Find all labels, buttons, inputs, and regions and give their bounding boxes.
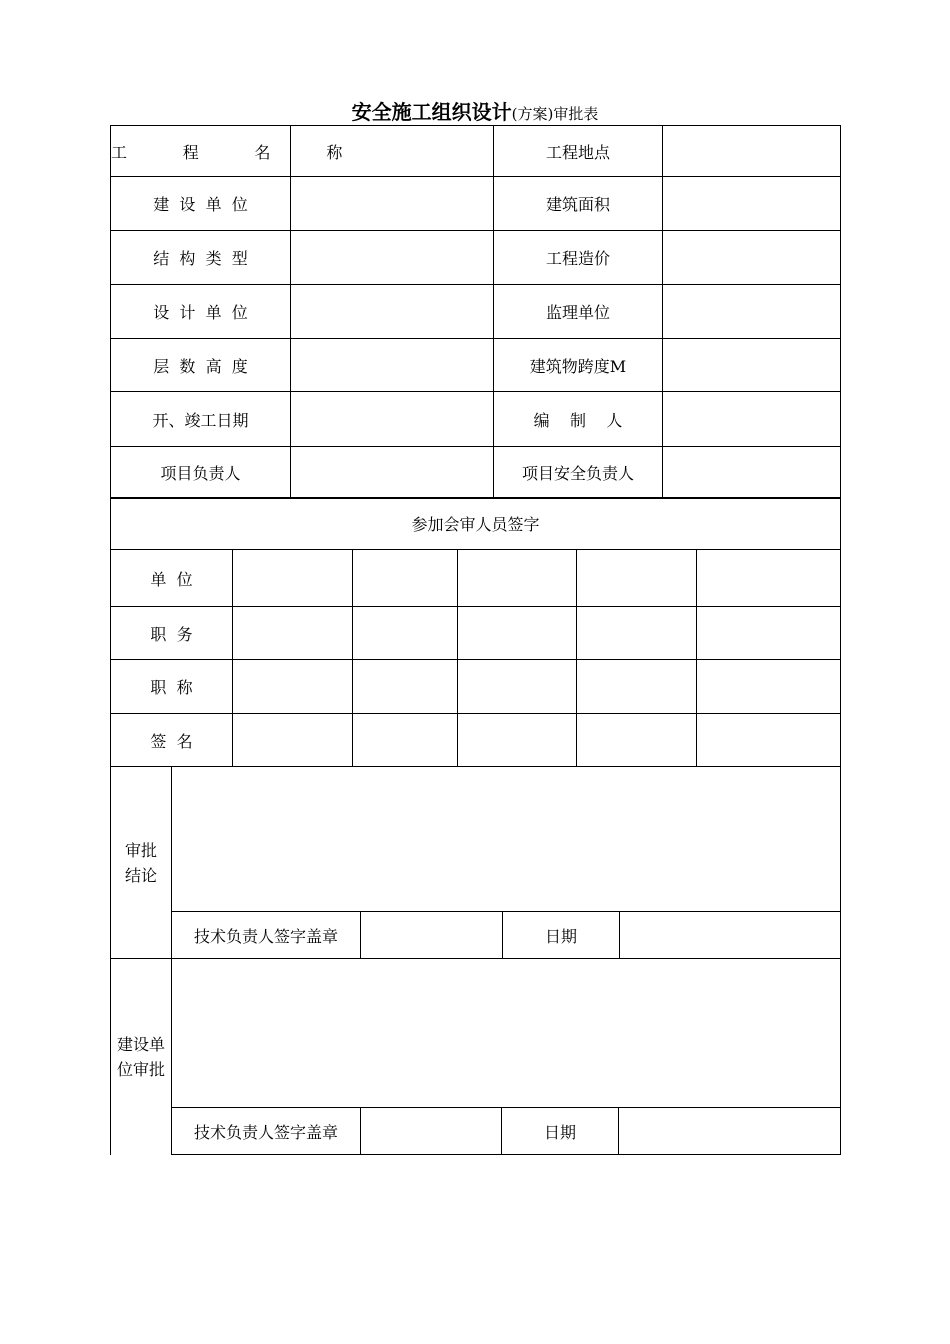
review-label: 职 务 <box>111 607 233 660</box>
review-cell[interactable] <box>458 660 577 714</box>
review-cell[interactable] <box>697 607 841 660</box>
approval-conclusion-area[interactable] <box>172 767 841 912</box>
design-unit-field[interactable] <box>291 285 494 339</box>
review-cell[interactable] <box>353 550 458 607</box>
info-label: 开、竣工日期 <box>111 392 291 447</box>
owner-approval-area[interactable] <box>172 959 841 1108</box>
info-label: 建 设 单 位 <box>111 177 291 231</box>
info-label: 建筑物跨度M <box>494 339 663 392</box>
safety-manager-field[interactable] <box>663 447 841 499</box>
owner-unit-field[interactable] <box>291 177 494 231</box>
review-cell[interactable] <box>353 714 458 767</box>
info-label: 工程造价 <box>494 231 663 285</box>
form-title-sub: (方案)审批表 <box>511 105 599 123</box>
info-row <box>111 177 841 231</box>
info-row <box>111 339 841 392</box>
compiler-field[interactable] <box>663 392 841 447</box>
approval-conclusion-label <box>111 767 172 959</box>
supervision-unit-field[interactable] <box>663 285 841 339</box>
review-row <box>111 607 841 660</box>
review-cell[interactable] <box>577 607 697 660</box>
review-cell[interactable] <box>458 714 577 767</box>
form-title-main: 安全施工组织设计 <box>351 100 512 124</box>
review-row <box>111 660 841 714</box>
review-header: 参加会审人员签字 <box>111 498 841 550</box>
date-label: 日期 <box>502 1108 619 1155</box>
start-end-date-field[interactable] <box>291 392 494 447</box>
project-location-field[interactable] <box>663 126 841 177</box>
date-field[interactable] <box>619 1108 841 1155</box>
tech-lead-sign-label: 技术负责人签字盖章 <box>172 1108 361 1155</box>
tech-lead-sign-field[interactable] <box>361 912 503 959</box>
info-label: 工 程 名 称 <box>111 126 291 177</box>
approval-label-line2: 结论 <box>124 865 157 885</box>
review-cell[interactable] <box>233 550 353 607</box>
date-field[interactable] <box>620 912 841 959</box>
project-cost-field[interactable] <box>663 231 841 285</box>
review-cell[interactable] <box>353 660 458 714</box>
building-area-field[interactable] <box>663 177 841 231</box>
info-label: 结 构 类 型 <box>111 231 291 285</box>
info-label: 项目负责人 <box>111 447 291 499</box>
info-label: 设 计 单 位 <box>111 285 291 339</box>
owner-label-line1: 建设单 <box>116 1034 165 1054</box>
review-label: 职 称 <box>111 660 233 714</box>
owner-label-line2: 位审批 <box>116 1059 165 1079</box>
tech-lead-sign-label: 技术负责人签字盖章 <box>172 912 361 959</box>
approval-conclusion-table <box>110 766 841 959</box>
info-label: 层 数 高 度 <box>111 339 291 392</box>
review-cell[interactable] <box>577 714 697 767</box>
info-label: 建筑面积 <box>494 177 663 231</box>
review-cell[interactable] <box>233 660 353 714</box>
info-label: 监理单位 <box>494 285 663 339</box>
review-cell[interactable] <box>697 714 841 767</box>
review-cell[interactable] <box>697 660 841 714</box>
review-cell[interactable] <box>458 607 577 660</box>
review-cell[interactable] <box>458 550 577 607</box>
info-row <box>111 392 841 447</box>
tech-lead-sign-field[interactable] <box>361 1108 502 1155</box>
structure-type-field[interactable] <box>291 231 494 285</box>
review-cell[interactable] <box>577 550 697 607</box>
info-row <box>111 447 841 499</box>
building-span-field[interactable] <box>663 339 841 392</box>
info-label: 工程地点 <box>494 126 663 177</box>
review-cell[interactable] <box>697 550 841 607</box>
review-cell[interactable] <box>233 714 353 767</box>
info-row <box>111 285 841 339</box>
floors-height-field[interactable] <box>291 339 494 392</box>
owner-approval-table <box>110 958 841 1155</box>
info-label: 项目安全负责人 <box>494 447 663 499</box>
info-row <box>111 231 841 285</box>
review-label: 单 位 <box>111 550 233 607</box>
review-row <box>111 714 841 767</box>
project-manager-field[interactable] <box>291 447 494 499</box>
review-cell[interactable] <box>577 660 697 714</box>
approval-label-line1: 审批 <box>124 840 157 860</box>
review-row <box>111 550 841 607</box>
review-signature-table <box>110 497 841 767</box>
review-cell[interactable] <box>233 607 353 660</box>
review-cell[interactable] <box>353 607 458 660</box>
info-row <box>111 126 841 177</box>
date-label: 日期 <box>503 912 620 959</box>
info-label: 编 制 人 <box>494 392 663 447</box>
owner-approval-label <box>111 959 172 1155</box>
review-label: 签 名 <box>111 714 233 767</box>
project-info-table <box>110 125 841 499</box>
